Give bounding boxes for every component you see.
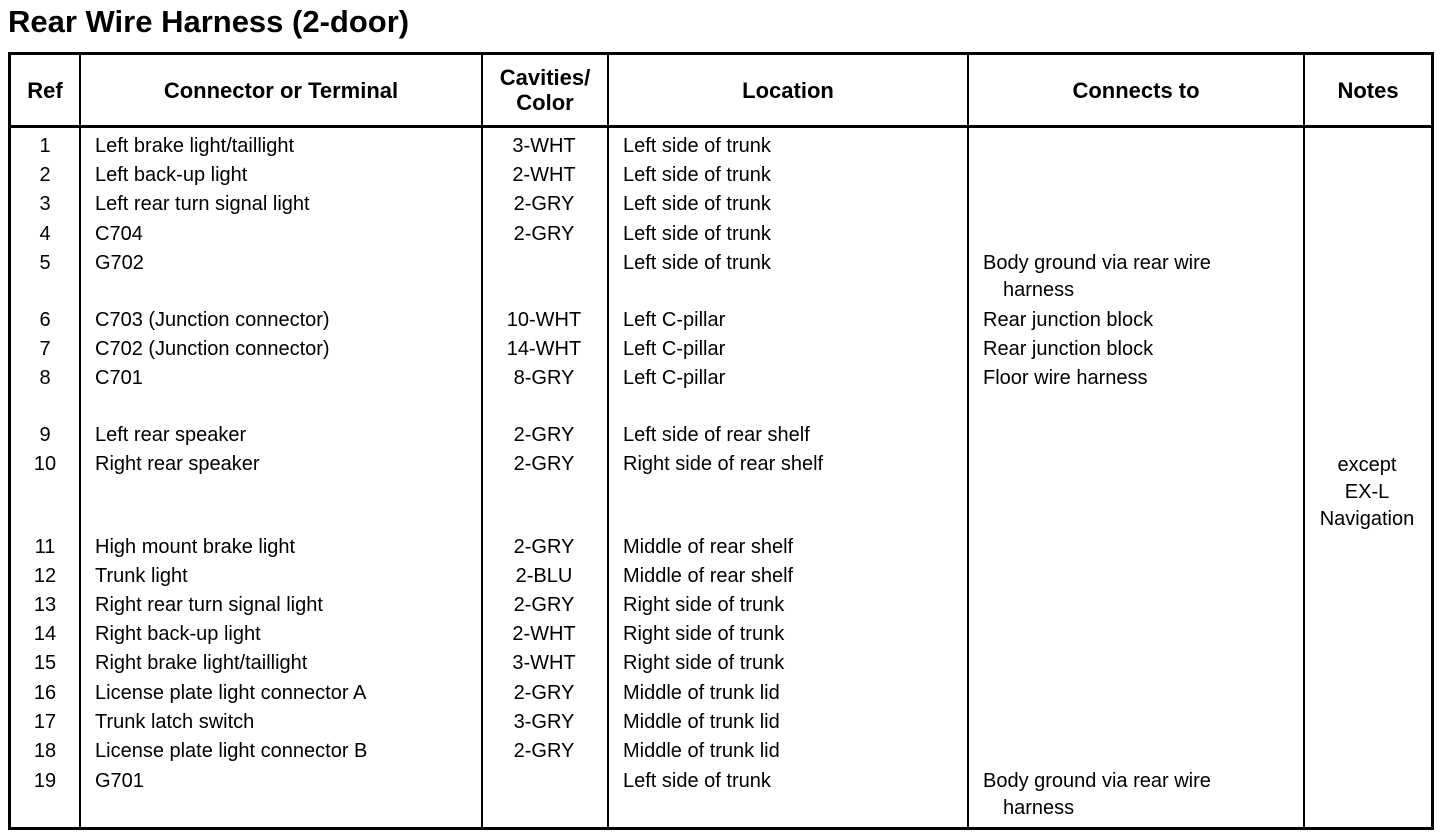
location-cell: Right side of trunk — [623, 594, 785, 616]
cavities-cell: 10-WHT — [506, 309, 582, 331]
connects-to-continuation: harness — [1003, 797, 1075, 819]
location-cell: Middle of trunk lid — [623, 682, 780, 704]
connects-to-line: Body ground via rear wire — [983, 252, 1211, 274]
cavities-cell: 2-GRY — [513, 682, 575, 704]
ref-cell: 12 — [33, 565, 57, 587]
connector-cell: C703 (Junction connector) — [95, 309, 330, 331]
ref-cell: 8 — [39, 367, 51, 389]
connector-cell: G701 — [95, 770, 144, 792]
column-divider — [1303, 55, 1305, 827]
location-cell: Left C-pillar — [623, 367, 726, 389]
location-cell: Left side of trunk — [623, 135, 771, 157]
connects-to-cell — [983, 336, 1153, 363]
location-cell: Middle of trunk lid — [623, 711, 780, 733]
location-cell: Right side of rear shelf — [623, 453, 824, 475]
header-ref: Ref — [27, 77, 63, 103]
cavities-cell: 2-GRY — [513, 193, 575, 215]
cavities-cell: 14-WHT — [506, 338, 582, 360]
ref-cell: 19 — [33, 770, 57, 792]
cavities-cell: 2-GRY — [513, 424, 575, 446]
ref-cell: 3 — [39, 193, 51, 215]
header-location: Location — [742, 77, 834, 103]
page-title: Rear Wire Harness (2-door) — [8, 4, 410, 39]
connects-to-cell — [983, 307, 1153, 334]
column-divider — [79, 55, 81, 827]
connector-cell: C704 — [95, 223, 143, 245]
connector-cell: License plate light connector B — [95, 740, 368, 762]
connects-to-continuation: harness — [1003, 279, 1075, 301]
connector-cell: Left rear speaker — [95, 424, 247, 446]
connector-cell: Trunk light — [95, 565, 188, 587]
location-cell: Left side of trunk — [623, 770, 771, 792]
ref-cell: 17 — [33, 711, 57, 733]
location-cell: Right side of trunk — [623, 623, 785, 645]
location-cell: Middle of rear shelf — [623, 565, 794, 587]
connects-to-cell — [983, 250, 1211, 304]
ref-cell: 13 — [33, 594, 57, 616]
connector-cell: Left rear turn signal light — [95, 193, 310, 215]
connector-cell: Right brake light/taillight — [95, 652, 308, 674]
harness-table — [8, 52, 1434, 830]
ref-cell: 4 — [39, 223, 51, 245]
connector-cell: License plate light connector A — [95, 682, 367, 704]
cavities-cell: 2-GRY — [513, 223, 575, 245]
location-cell: Left side of rear shelf — [623, 424, 810, 446]
location-cell: Left side of trunk — [623, 164, 771, 186]
ref-cell: 6 — [39, 309, 51, 331]
connects-to-line: Rear junction block — [983, 309, 1154, 331]
ref-cell: 5 — [39, 252, 51, 274]
header-cavities: Cavities/ Color — [499, 65, 591, 115]
header-divider — [11, 125, 1431, 128]
connector-cell: Trunk latch switch — [95, 711, 255, 733]
cavities-cell: 3-GRY — [513, 711, 575, 733]
cavities-cell: 2-GRY — [513, 740, 575, 762]
connector-cell: Left brake light/taillight — [95, 135, 295, 157]
ref-cell: 9 — [39, 424, 51, 446]
location-cell: Left C-pillar — [623, 309, 726, 331]
column-divider — [607, 55, 609, 827]
connects-to-line: Rear junction block — [983, 338, 1154, 360]
note-except-exl-navigation: except EX-L Navigation — [1319, 454, 1415, 530]
location-cell: Left side of trunk — [623, 223, 771, 245]
cavities-cell: 8-GRY — [513, 367, 575, 389]
column-divider — [967, 55, 969, 827]
cavities-cell: 2-GRY — [513, 536, 575, 558]
ref-cell: 18 — [33, 740, 57, 762]
ref-cell: 16 — [33, 682, 57, 704]
cavities-cell: 2-WHT — [512, 623, 576, 645]
cavities-cell: 3-WHT — [512, 135, 576, 157]
connector-cell: Right rear turn signal light — [95, 594, 323, 616]
ref-cell: 7 — [39, 338, 51, 360]
ref-cell: 15 — [33, 652, 57, 674]
header-connector: Connector or Terminal — [163, 77, 399, 103]
connects-to-cell — [983, 365, 1148, 392]
connector-cell: Right back-up light — [95, 623, 261, 645]
cavities-cell: 2-WHT — [512, 164, 576, 186]
location-cell: Middle of rear shelf — [623, 536, 794, 558]
connector-cell: Right rear speaker — [95, 453, 260, 475]
location-cell: Left side of trunk — [623, 193, 771, 215]
header-connects-to: Connects to — [1072, 77, 1200, 103]
connects-to-line: Body ground via rear wire — [983, 770, 1211, 792]
connector-cell: C702 (Junction connector) — [95, 338, 330, 360]
ref-cell: 10 — [33, 453, 57, 475]
ref-cell: 14 — [33, 623, 57, 645]
cavities-cell: 2-GRY — [513, 594, 575, 616]
location-cell: Left C-pillar — [623, 338, 726, 360]
connects-to-line: Floor wire harness — [983, 367, 1148, 389]
cavities-cell: 2-BLU — [515, 565, 573, 587]
connector-cell: High mount brake light — [95, 536, 296, 558]
connector-cell: C701 — [95, 367, 143, 389]
ref-cell: 11 — [34, 536, 56, 558]
location-cell: Middle of trunk lid — [623, 740, 780, 762]
connects-to-cell — [983, 768, 1211, 822]
header-notes: Notes — [1337, 77, 1399, 103]
cavities-cell: 3-WHT — [512, 652, 576, 674]
location-cell: Left side of trunk — [623, 252, 771, 274]
connector-cell: Left back-up light — [95, 164, 248, 186]
ref-cell: 2 — [39, 164, 51, 186]
location-cell: Right side of trunk — [623, 652, 785, 674]
connector-cell: G702 — [95, 252, 144, 274]
ref-cell: 1 — [39, 135, 51, 157]
cavities-cell: 2-GRY — [513, 453, 575, 475]
